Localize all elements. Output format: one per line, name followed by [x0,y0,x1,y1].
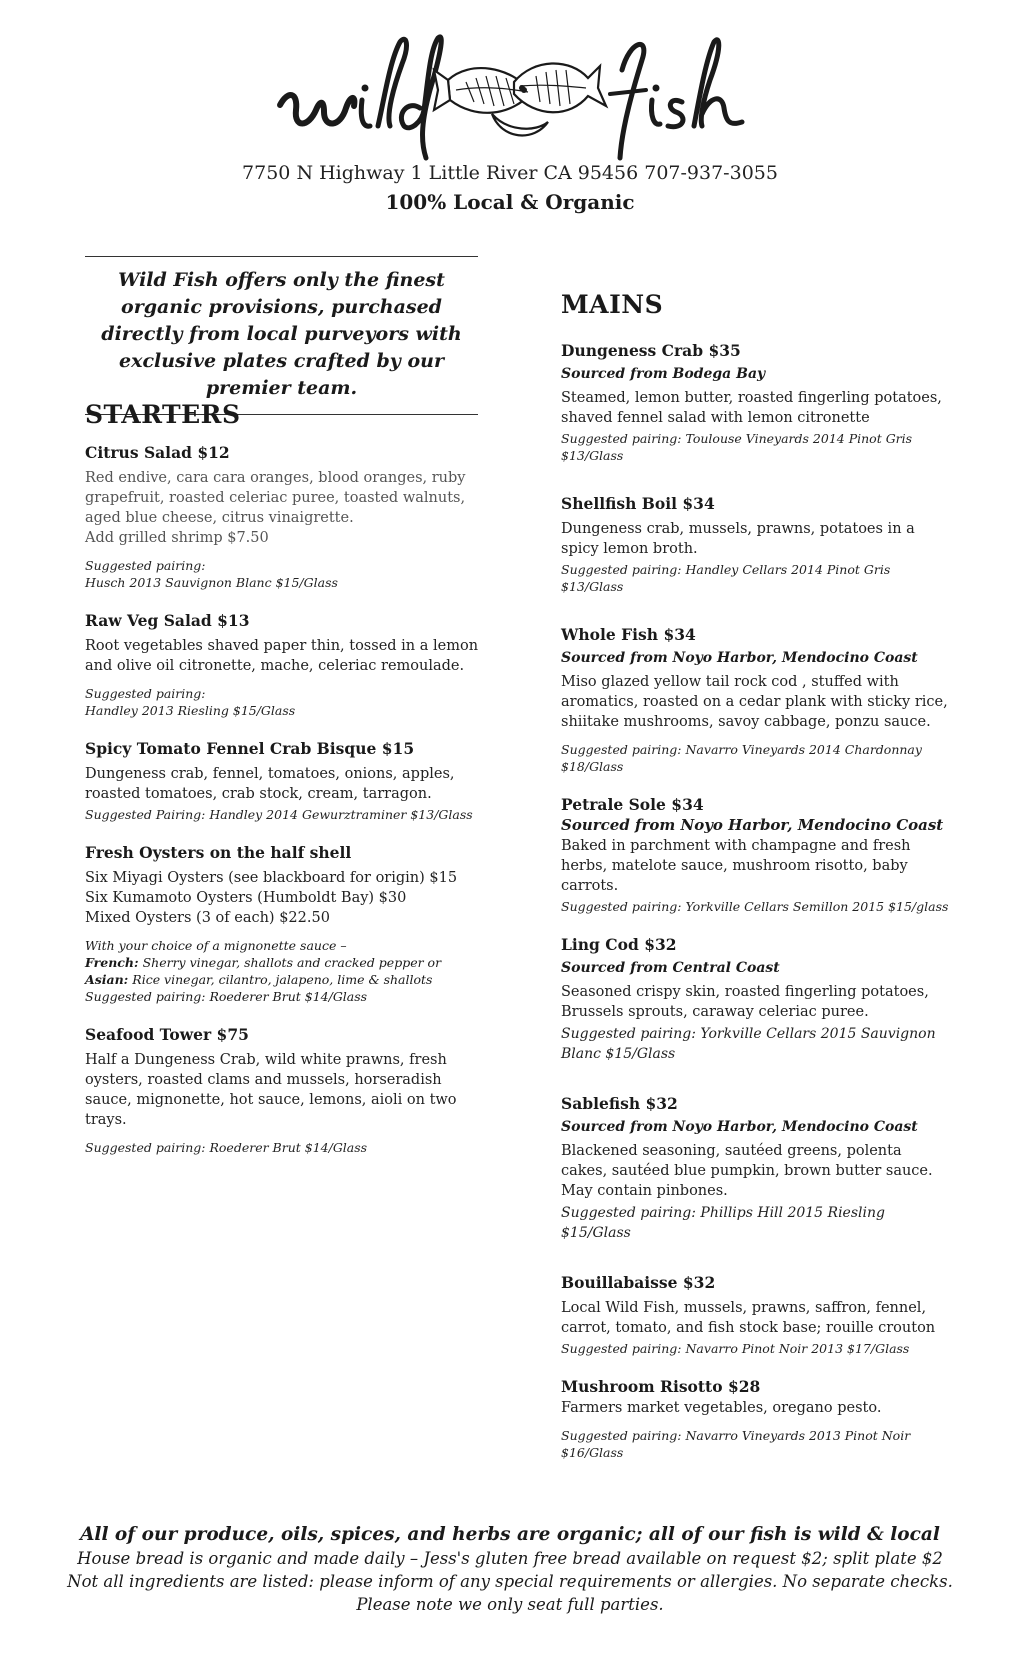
item-title: Sablefish $32 [561,1094,678,1113]
item-title: Fresh Oysters on the half shell [85,843,352,862]
sauce-intro: With your choice of a mignonette sauce – [85,938,347,953]
item-pairing: Suggested pairing: Roederer Brut $14/Glass [85,989,368,1004]
item-title: Bouillabaisse $32 [561,1273,716,1292]
item-description: Dungeness crab, fennel, tomatoes, onions, apples, roasted tomatoes, crab stock, cream, tarragon. [85,766,455,802]
item-pairing: Suggested pairing: Yorkville Cellars Semillon 2015 $15/glass [561,899,949,914]
sauce-asian-label: Asian: [85,972,129,987]
item-title: Citrus Salad $12 [85,443,230,462]
item-description: Dungeness crab, mussels, prawns, potatoes in a spicy lemon broth. [561,521,915,557]
item-description: Miso glazed yellow tail rock cod , stuffed with aromatics, roasted on a cedar plank with sticky rice, shiitake mushrooms, savoy cabbage, ponzu sauce. [561,674,948,730]
intro-statement: Wild Fish offers only the finest organic provisions, purchased directly from local purveyors with exclusive plates crafted by our premier team. [85,256,478,415]
item-source: Sourced from Noyo Harbor, Mendocino Coast [561,816,944,834]
item-title: Raw Veg Salad $13 [85,611,250,630]
item-title: Whole Fish $34 [561,625,696,644]
tagline: 100% Local & Organic [385,190,635,214]
menu-item [561,1273,951,1357]
wild-fish-logo [270,30,750,165]
item-description: Seasoned crispy skin, roasted fingerling potatoes, Brussels sprouts, caraway celeriac puree. [561,984,929,1020]
menu-item [85,1025,485,1156]
item-source: Sourced from Noyo Harbor, Mendocino Coast [561,1119,918,1135]
item-title: Ling Cod $32 [561,935,677,954]
item-source: Sourced from Noyo Harbor, Mendocino Coast [561,650,918,666]
footer-line-2: House bread is organic and made daily – Jess's gluten free bread available on request $2; split plate $2 [77,1549,943,1568]
menu-item [561,1377,951,1461]
item-description: Root vegetables shaved paper thin, tossed in a lemon and olive oil citronette, mache, celeriac remoulade. [85,638,479,674]
item-pairing: Suggested pairing: Phillips Hill 2015 Riesling $15/Glass [561,1205,885,1241]
item-description: Steamed, lemon butter, roasted fingerling potatoes, shaved fennel salad with lemon citronette [561,390,942,426]
item-description: Half a Dungeness Crab, wild white prawns, fresh oysters, roasted clams and mussels, horseradish sauce, mignonette, hot sauce, lemons, aioli on two trays. [85,1052,457,1128]
menu-item [561,935,951,1064]
menu-item [561,625,951,775]
item-pairing: Suggested Pairing: Handley 2014 Gewurztraminer $13/Glass [85,807,473,822]
mains-column [561,290,951,1481]
sauce-french [85,954,485,971]
item-pairing: Suggested pairing: Roederer Brut $14/Glass [85,1140,368,1155]
sauce-asian [85,971,485,988]
item-pairing: Suggested pairing: Navarro Pinot Noir 2013 $17/Glass [561,1341,910,1356]
footer-line-3: Not all ingredients are listed: please inform of any special requirements or allergies. No separate checks. [67,1572,953,1591]
menu-item [561,341,951,464]
sauce-options [85,937,485,1005]
item-title: Mushroom Risotto $28 [561,1377,761,1396]
item-title: Shellfish Boil $34 [561,494,715,513]
item-pairing: Suggested pairing: Toulouse Vineyards 2014 Pinot Gris $13/Glass [561,431,913,463]
item-description: Red endive, cara cara oranges, blood oranges, ruby grapefruit, roasted celeriac puree, toasted walnuts, aged blue cheese, citrus vinaigrette. Add grilled shrimp $7.50 [85,470,466,546]
item-pairing: Suggested pairing: Navarro Vineyards 2014 Chardonnay $18/Glass [561,742,922,774]
item-title: Seafood Tower $75 [85,1025,249,1044]
item-source: Sourced from Bodega Bay [561,366,766,382]
footer-line-4: Please note we only seat full parties. [356,1595,664,1614]
item-description: Blackened seasoning, sautéed greens, polenta cakes, sautéed blue pumpkin, brown butter sauce. May contain pinbones. [561,1143,933,1199]
item-title: Petrale Sole $34 [561,795,704,814]
item-description: Local Wild Fish, mussels, prawns, saffron, fennel, carrot, tomato, and fish stock base; rouille crouton [561,1300,936,1336]
item-pairing: Suggested pairing: Navarro Vineyards 2013 Pinot Noir $16/Glass [561,1428,911,1460]
starters-heading: STARTERS [85,400,241,429]
mains-heading: MAINS [561,290,664,319]
sauce-french-label: French: [85,955,139,970]
menu-footer [0,1524,1020,1616]
menu-item [85,739,485,823]
item-pairing: Suggested pairing: Yorkville Cellars 2015 Sauvignon Blanc $15/Glass [561,1026,936,1062]
item-pairing: Suggested pairing: Handley 2013 Riesling $15/Glass [85,686,296,718]
menu-item [85,443,485,591]
menu-item [561,795,951,915]
starters-column [85,400,485,1176]
item-description: Farmers market vegetables, oregano pesto. [561,1400,882,1416]
menu-item [85,843,485,1005]
restaurant-address: 7750 N Highway 1 Little River CA 95456 707-937-3055 [242,162,778,184]
item-description: Baked in parchment with champagne and fresh herbs, matelote sauce, mushroom risotto, baby carrots. [561,838,911,894]
item-pairing: Suggested pairing: Husch 2013 Sauvignon Blanc $15/Glass [85,558,338,590]
item-title: Dungeness Crab $35 [561,341,741,360]
item-description: Six Miyagi Oysters (see blackboard for origin) $15 Six Kumamoto Oysters (Humboldt Bay) $30 Mixed Oysters (3 of each) $22.50 [85,870,458,926]
menu-item [561,494,951,595]
item-title: Spicy Tomato Fennel Crab Bisque $15 [85,739,415,758]
menu-item [561,1094,951,1243]
footer-line-1: All of our produce, oils, spices, and herbs are organic; all of our fish is wild & local [80,1524,940,1545]
sauce-french-text: Sherry vinegar, shallots and cracked pepper or [142,955,442,970]
sauce-asian-text: Rice vinegar, cilantro, jalapeno, lime & shallots [132,972,433,987]
item-pairing: Suggested pairing: Handley Cellars 2014 Pinot Gris $13/Glass [561,562,891,594]
menu-item [85,611,485,719]
item-source: Sourced from Central Coast [561,960,780,976]
